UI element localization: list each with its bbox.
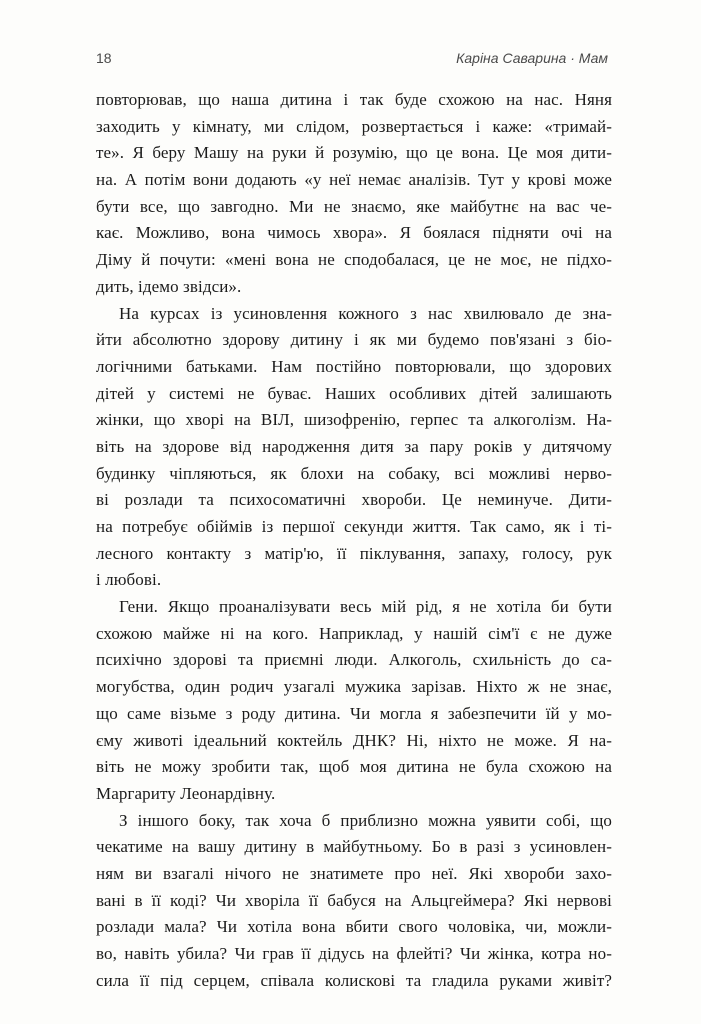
text-line: З іншого боку, так хоча б приблизно можна уявити собі, що [119,810,612,830]
text-line: Гени. Якщо проаналізувати весь мій рід, я не хотіла би бути [119,597,612,617]
text-line: єму животі ідеальний коктейль ДНК? Ні, ніхто не може. Я на- [96,730,612,750]
page-header [96,50,608,74]
page-number: 18 [96,50,112,66]
running-head: Каріна Саварина · Мам [456,50,608,66]
text-line: те». Я беру Машу на руки й розумію, що це вона. Це моя дити- [96,143,612,163]
text-line: чекатиме на вашу дитину в майбутньому. Бо в разі з усиновлен- [96,837,612,857]
text-line: во, навіть убила? Чи грав її дідусь на флейті? Чи жінка, котра но- [96,944,612,963]
text-line: ві розлади та психосоматичні хвороби. Це неминуче. Дити- [96,490,612,510]
text-line: віть не можу зробити так, щоб моя дитина не була схожою на [96,757,612,777]
text-line: Маргариту Леонардівну. [96,783,276,803]
text-line: логічними батьками. Нам постійно повторювали, що здорових [96,356,612,376]
text-line: йти абсолютно здорову дитину і як ми будемо пов'язані з біо- [96,330,612,350]
text-line: дить, ідемо звідси». [96,276,242,296]
text-line: повторював, що наша дитина і так буде схожою на нас. Няня [96,90,612,109]
text-line: могубства, один родич узагалі мужика зарізав. Ніхто ж не знає, [96,677,612,697]
text-line: на. А потім вони додають «у неї немає аналізів. Тут у крові може [96,170,612,190]
text-line: вані в її коді? Чи хворіла її бабуся на Альцгеймера? Які нервові [96,890,612,910]
text-line: бути все, що завгодно. Ми не знаємо, яке майбутнє на вас че- [96,196,612,216]
text-line: жінки, що хворі на ВІЛ, шизофренію, герпес та алкоголізм. На- [96,410,612,430]
text-line: На курсах із усиновлення кожного з нас хвилювало де зна- [119,303,612,323]
text-line: на потребує обіймів із першої секунди життя. Так само, як і ті- [96,517,612,536]
text-line: розлади мала? Чи хотіла вона вбити свого чоловіка, чи, можли- [96,917,612,937]
text-line: кає. Можливо, вона чимось хвора». Я боялася підняти очі на [96,223,612,243]
text-line: Діму й почути: «мені вона не сподобалася, це не моє, не підхо- [96,250,612,270]
text-line: сила її під серцем, співала колискові та гладила руками живіт? [96,970,612,990]
text-line: схожою майже ні на кого. Наприклад, у нашій сім'ї є не дуже [96,623,612,643]
text-line: заходить у кімнату, ми слідом, розвертається і каже: «тримай- [96,116,612,136]
text-line: віть на здорове від народження дитя за пару років у дитячому [96,436,612,456]
text-line: психічно здорові та приємні люди. Алкоголь, схильність до са- [96,650,612,670]
text-line: ням ви взагалі нічого не знатимете про неї. Які хвороби захо- [96,863,612,883]
text-line: що саме візьме з роду дитина. Чи могла я забезпечити їй у мо- [96,703,612,723]
text-line: лесного контакту з матір'ю, її піклування, запаху, голосу, рук [96,543,612,563]
body-text [96,87,612,994]
text-line: дітей у системі не буває. Наших особливих дітей залишають [96,383,612,403]
text-line: будинку чіпляються, як блохи на собаку, всі можливі нерво- [96,463,612,483]
text-line: і любові. [96,570,162,590]
